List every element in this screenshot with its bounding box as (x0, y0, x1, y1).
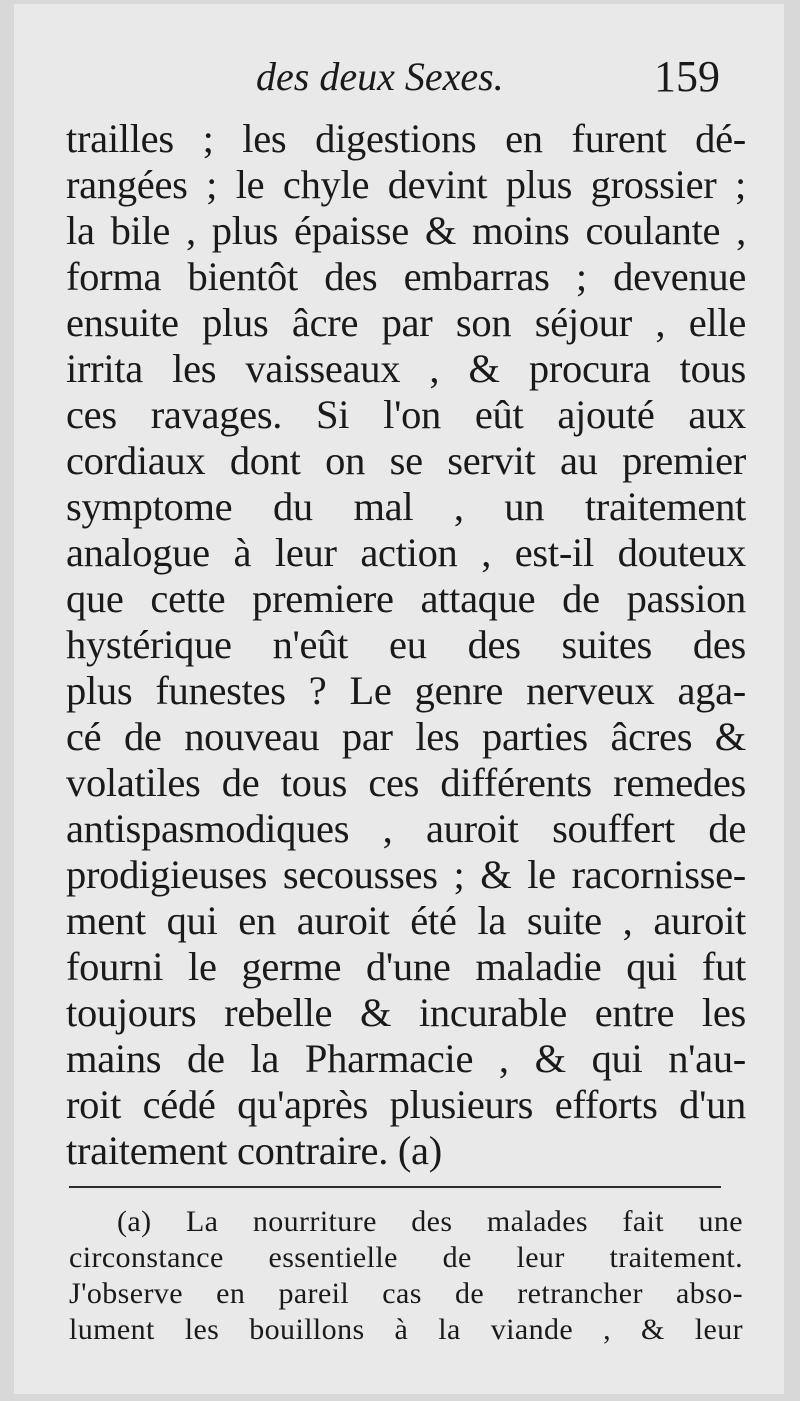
text-line: toujours rebelle & incurable entre les (66, 990, 746, 1035)
text-line: ment qui en auroit été la suite , auroit (66, 898, 746, 943)
text-line: volatiles de tous ces différents remedes (66, 760, 746, 805)
footnote-line: circonstance essentielle de leur traitement. (69, 1241, 743, 1274)
footnote-divider (69, 1186, 721, 1188)
text-line: forma bientôt des embarras ; devenue (66, 254, 746, 299)
book-page (14, 4, 784, 1394)
text-line: prodigieuses secousses ; & le racornisse- (66, 852, 746, 897)
text-line: la bile , plus épaisse & moins coulante , (66, 208, 746, 253)
text-line: irrita les vaisseaux , & procura tous (66, 346, 746, 391)
text-line: fourni le germe d'une maladie qui fut (66, 944, 746, 989)
text-line: rangées ; le chyle devint plus grossier ; (66, 162, 746, 207)
text-line: analogue à leur action , est-il douteux (66, 530, 746, 575)
text-line: ces ravages. Si l'on eût ajouté aux (66, 392, 746, 437)
footnote-line: lument les bouillons à la viande , & leur (69, 1313, 743, 1346)
body-text (66, 116, 746, 1174)
page-number: 159 (654, 52, 720, 101)
text-line: trailles ; les digestions en furent dé- (66, 116, 746, 161)
running-title: des deux Sexes. (256, 54, 504, 99)
footnote-line: (a) La nourriture des malades fait une (117, 1205, 743, 1238)
text-line: cé de nouveau par les parties âcres & (66, 714, 746, 759)
text-line: traitement contraire. (a) (66, 1128, 442, 1173)
text-line: antispasmodiques , auroit souffert de (66, 806, 746, 851)
text-line: cordiaux dont on se servit au premier (66, 438, 746, 483)
page-header (14, 52, 784, 102)
text-line: plus funestes ? Le genre nerveux aga- (66, 668, 746, 713)
text-line: symptome du mal , un traitement (66, 484, 746, 529)
footnote-line: J'observe en pareil cas de retrancher abso- (69, 1277, 743, 1310)
text-line: roit cédé qu'après plusieurs efforts d'un (66, 1082, 746, 1127)
text-line: que cette premiere attaque de passion (66, 576, 746, 621)
text-line: mains de la Pharmacie , & qui n'au- (66, 1036, 746, 1081)
text-line: hystérique n'eût eu des suites des (66, 622, 746, 667)
footnote (69, 1204, 743, 1348)
text-line: ensuite plus âcre par son séjour , elle (66, 300, 746, 345)
